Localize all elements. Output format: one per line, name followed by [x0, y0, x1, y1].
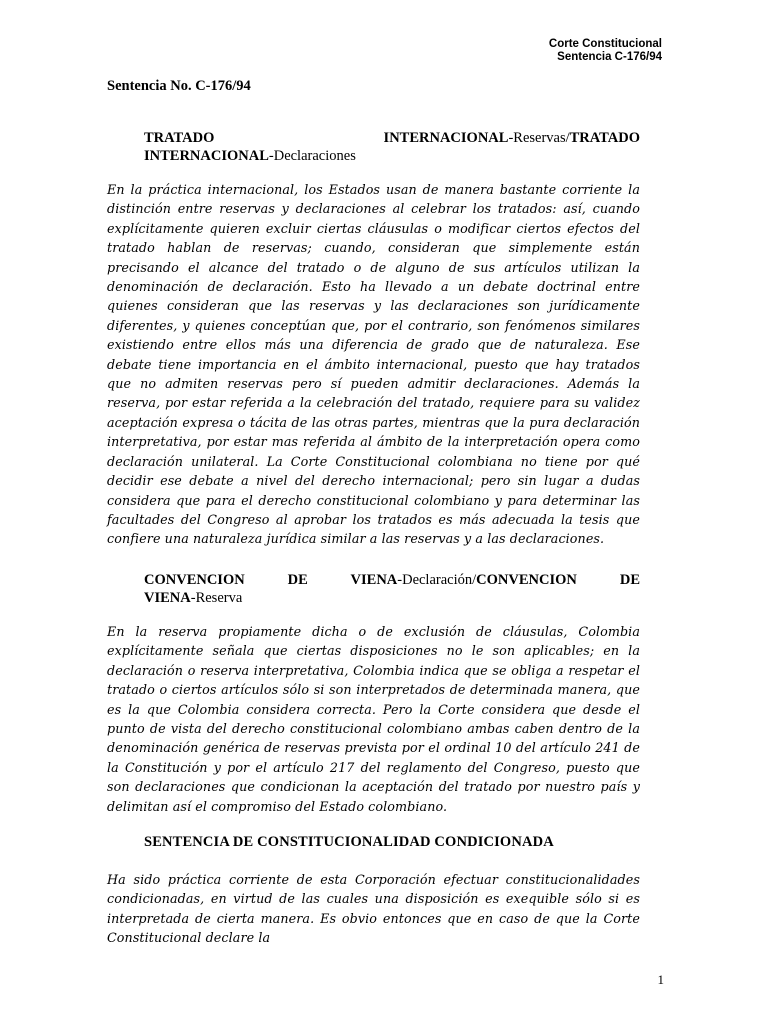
running-header	[549, 38, 662, 64]
section-2-topic-2-part-b: VIENA	[144, 590, 191, 606]
section-1-heading	[144, 129, 640, 165]
page-number: 1	[657, 972, 664, 987]
section-2-topic-1-part-b: VIENA	[350, 572, 398, 588]
section-1-subtopic-2: -Declaraciones	[268, 148, 356, 164]
section-2-subtopic-1: -Declaración/	[397, 572, 477, 588]
section-1-topic-2-second-word: INTERNACIONAL	[144, 148, 269, 164]
section-3-heading: SENTENCIA DE CONSTITUCIONALIDAD CONDICIONADA	[144, 834, 554, 850]
section-1-heading-line-1	[144, 129, 640, 147]
section-1-topic-2-first-word: TRATADO	[569, 130, 640, 146]
section-2-heading-line-1	[144, 571, 640, 589]
section-1-topic-1: TRATADO INTERNACIONAL	[144, 130, 509, 146]
section-3-summary: Ha sido práctica corriente de esta Corporación efectuar constitucionalidades condicionadas, en virtud de las cuales una disposición es exequible sólo si es interpretada de cierta manera. Es obvio entonces que en caso de que la Corte Constitucional declare la	[107, 872, 640, 946]
section-2-topic-2-part-a: CONVENCION DE	[476, 572, 640, 588]
section-1-summary: En la práctica internacional, los Estados usan de manera bastante corriente la distinción entre reservas y declaraciones al celebrar los tratados: así, cuando explícitamente quieren excluir ciertas cláusulas o modificar ciertos efectos del tratado hablan de reservas; cuando, consideran que simplemente están precisando el alcance del tratado o de alguno de sus artículos utilizan la denominación de declaración. Esto ha llevado a un debate doctrinal entre quienes consideran que las reservas y las declaraciones son jurídicamente diferentes, y quienes conceptúan que, por el contrario, son fenómenos similares existiendo entre ellos más una diferencia de grado que de naturaleza. Ese debate tiene importancia en el ámbito internacional, puesto que hay tratados que no admiten reservas pero sí pueden admitir declaraciones. Además la reserva, por estar referida a la celebración del tratado, requiere para su validez aceptación expresa o tácita de las otras partes, mientras que la pura declaración interpretativa, por estar mas referida al ámbito de la interpretación opera como declaración unilateral. La Corte Constitucional colombiana no tiene por qué decidir ese debate a nivel del derecho internacional; pero sin lugar a dudas considera que para el derecho constitucional colombiano y para determinar las facultades del Congreso al aprobar los tratados es más adecuada la tesis que confiere una naturaleza jurídica similar a las reservas y a las declaraciones.	[107, 182, 640, 547]
section-2-heading-line-2	[144, 590, 242, 606]
section-2-topic-1-part-a: CONVENCION DE	[144, 572, 351, 588]
section-2-summary: En la reserva propiamente dicha o de exclusión de cláusulas, Colombia explícitamente señala que ciertas disposiciones no le son aplicables; en la declaración o reserva interpretativa, Colombia indica que se obliga a respetar el tratado o ciertos artículos sólo si son interpretados de determinada manera, que es la que Colombia considera correcta. Pero la Corte considera que desde el punto de vista del derecho constitucional colombiano ambas caben dentro de la denominación genérica de reservas prevista por el ordinal 10 del artículo 241 de la Constitución y por el artículo 217 del reglamento del Congreso, puesto que son declaraciones que condicionan la aceptación del tratado por nuestro país y delimitan así el compromiso del Estado colombiano.	[107, 624, 640, 814]
section-1-heading-line-2	[144, 148, 356, 164]
section-1-subtopic-1: -Reservas/	[508, 130, 570, 146]
section-2-subtopic-2: -Reserva	[190, 590, 243, 606]
document-title: Sentencia No. C-176/94	[107, 78, 251, 94]
header-sentence-id: Sentencia C-176/94	[557, 51, 662, 63]
header-court-name: Corte Constitucional	[548, 38, 662, 50]
section-2-heading	[144, 571, 640, 607]
